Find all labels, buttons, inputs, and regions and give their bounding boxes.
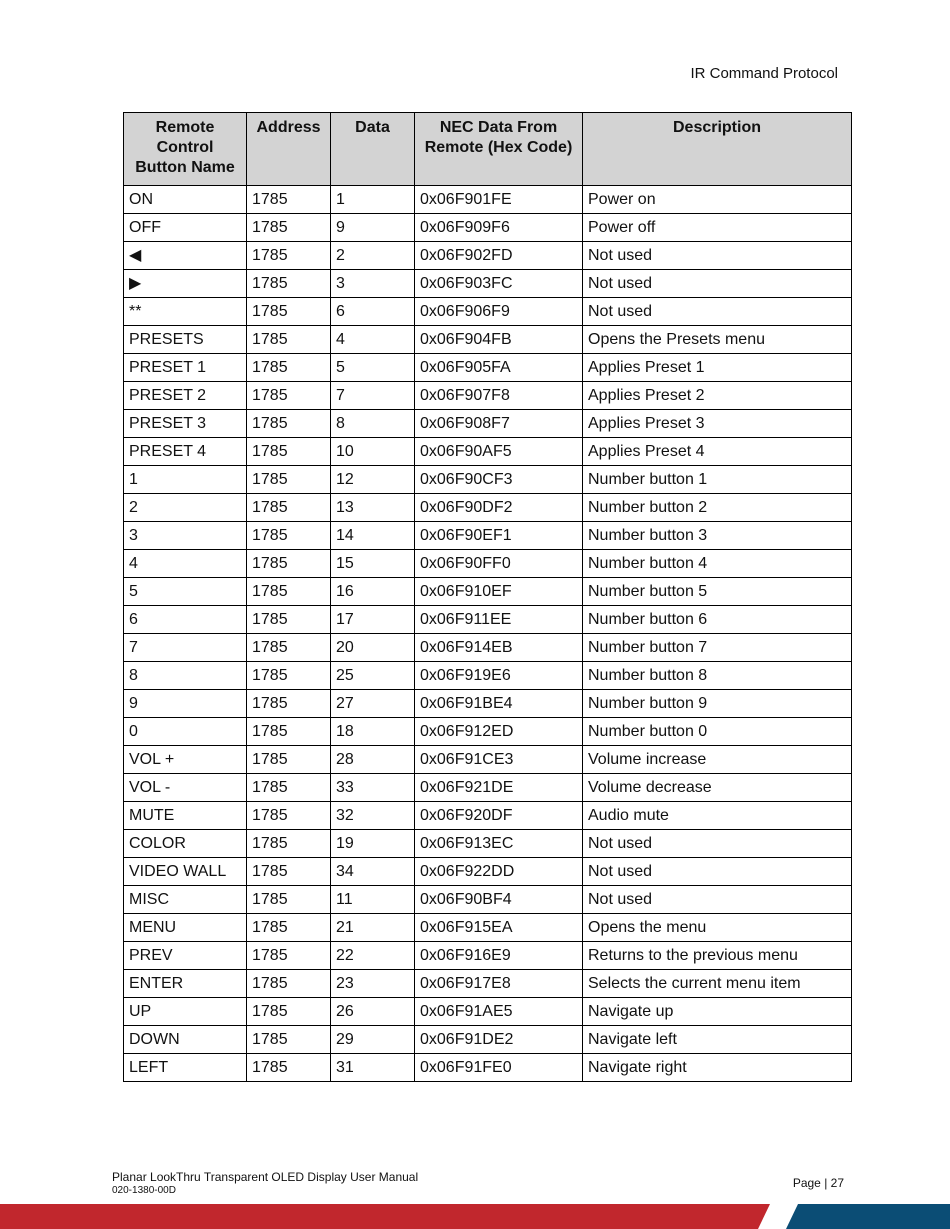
- data-cell: 29: [331, 1026, 415, 1054]
- column-header: Description: [583, 113, 852, 186]
- description-cell: Not used: [583, 242, 852, 270]
- ir-command-table: [123, 112, 852, 1082]
- address-cell: 1785: [247, 270, 331, 298]
- hex-code-cell: 0x06F91DE2: [415, 1026, 583, 1054]
- address-cell: 1785: [247, 466, 331, 494]
- table-row: [124, 214, 852, 242]
- table-row: [124, 494, 852, 522]
- data-cell: 15: [331, 550, 415, 578]
- table-row: [124, 186, 852, 214]
- data-cell: 21: [331, 914, 415, 942]
- column-header: NEC Data From Remote (Hex Code): [415, 113, 583, 186]
- description-cell: Applies Preset 4: [583, 438, 852, 466]
- address-cell: 1785: [247, 970, 331, 998]
- hex-code-cell: 0x06F907F8: [415, 382, 583, 410]
- hex-code-cell: 0x06F902FD: [415, 242, 583, 270]
- hex-code-cell: 0x06F909F6: [415, 214, 583, 242]
- table-row: [124, 270, 852, 298]
- table-row: [124, 522, 852, 550]
- data-cell: 7: [331, 382, 415, 410]
- hex-code-cell: 0x06F90EF1: [415, 522, 583, 550]
- hex-code-cell: 0x06F91AE5: [415, 998, 583, 1026]
- table-row: [124, 914, 852, 942]
- address-cell: 1785: [247, 522, 331, 550]
- address-cell: 1785: [247, 662, 331, 690]
- table-row: [124, 886, 852, 914]
- data-cell: 1: [331, 186, 415, 214]
- hex-code-cell: 0x06F915EA: [415, 914, 583, 942]
- button-name-cell: 8: [124, 662, 247, 690]
- description-cell: Opens the Presets menu: [583, 326, 852, 354]
- hex-code-cell: 0x06F911EE: [415, 606, 583, 634]
- button-name-cell: PREV: [124, 942, 247, 970]
- button-name-cell: PRESET 2: [124, 382, 247, 410]
- address-cell: 1785: [247, 606, 331, 634]
- button-name-cell: PRESET 4: [124, 438, 247, 466]
- description-cell: Number button 5: [583, 578, 852, 606]
- description-cell: Number button 8: [583, 662, 852, 690]
- hex-code-cell: 0x06F903FC: [415, 270, 583, 298]
- data-cell: 34: [331, 858, 415, 886]
- hex-code-cell: 0x06F905FA: [415, 354, 583, 382]
- hex-code-cell: 0x06F920DF: [415, 802, 583, 830]
- table-row: [124, 1026, 852, 1054]
- data-cell: 4: [331, 326, 415, 354]
- data-cell: 12: [331, 466, 415, 494]
- table-row: [124, 606, 852, 634]
- address-cell: 1785: [247, 886, 331, 914]
- button-name-cell: **: [124, 298, 247, 326]
- data-cell: 25: [331, 662, 415, 690]
- hex-code-cell: 0x06F913EC: [415, 830, 583, 858]
- table-row: [124, 746, 852, 774]
- description-cell: Number button 9: [583, 690, 852, 718]
- address-cell: 1785: [247, 438, 331, 466]
- data-cell: 11: [331, 886, 415, 914]
- address-cell: 1785: [247, 634, 331, 662]
- hex-code-cell: 0x06F910EF: [415, 578, 583, 606]
- button-name-cell: VIDEO WALL: [124, 858, 247, 886]
- button-name-cell: ◀: [124, 242, 247, 270]
- address-cell: 1785: [247, 998, 331, 1026]
- footer-manual-info: [112, 1170, 418, 1198]
- address-cell: 1785: [247, 186, 331, 214]
- button-name-cell: 5: [124, 578, 247, 606]
- description-cell: Number button 4: [583, 550, 852, 578]
- address-cell: 1785: [247, 550, 331, 578]
- column-header: Remote Control Button Name: [124, 113, 247, 186]
- button-name-cell: PRESET 1: [124, 354, 247, 382]
- address-cell: 1785: [247, 746, 331, 774]
- button-name-cell: PRESETS: [124, 326, 247, 354]
- description-cell: Not used: [583, 830, 852, 858]
- address-cell: 1785: [247, 690, 331, 718]
- table-row: [124, 830, 852, 858]
- page-header-title: IR Command Protocol: [690, 65, 838, 82]
- address-cell: 1785: [247, 858, 331, 886]
- description-cell: Not used: [583, 270, 852, 298]
- description-cell: Returns to the previous menu: [583, 942, 852, 970]
- table-row: [124, 354, 852, 382]
- hex-code-cell: 0x06F917E8: [415, 970, 583, 998]
- description-cell: Not used: [583, 886, 852, 914]
- data-cell: 18: [331, 718, 415, 746]
- address-cell: 1785: [247, 326, 331, 354]
- button-name-cell: MENU: [124, 914, 247, 942]
- data-cell: 32: [331, 802, 415, 830]
- hex-code-cell: 0x06F90BF4: [415, 886, 583, 914]
- hex-code-cell: 0x06F916E9: [415, 942, 583, 970]
- description-cell: Volume increase: [583, 746, 852, 774]
- hex-code-cell: 0x06F906F9: [415, 298, 583, 326]
- description-cell: Navigate left: [583, 1026, 852, 1054]
- address-cell: 1785: [247, 914, 331, 942]
- address-cell: 1785: [247, 410, 331, 438]
- data-cell: 20: [331, 634, 415, 662]
- data-cell: 9: [331, 214, 415, 242]
- hex-code-cell: 0x06F904FB: [415, 326, 583, 354]
- hex-code-cell: 0x06F90AF5: [415, 438, 583, 466]
- table-row: [124, 690, 852, 718]
- hex-code-cell: 0x06F90FF0: [415, 550, 583, 578]
- table-header-row: [124, 113, 852, 186]
- hex-code-cell: 0x06F921DE: [415, 774, 583, 802]
- description-cell: Navigate up: [583, 998, 852, 1026]
- button-name-cell: COLOR: [124, 830, 247, 858]
- button-name-cell: 4: [124, 550, 247, 578]
- table-row: [124, 998, 852, 1026]
- description-cell: Navigate right: [583, 1054, 852, 1082]
- button-name-cell: DOWN: [124, 1026, 247, 1054]
- description-cell: Not used: [583, 298, 852, 326]
- table-row: [124, 662, 852, 690]
- footer-brand-bar: [0, 1204, 950, 1229]
- description-cell: Number button 3: [583, 522, 852, 550]
- hex-code-cell: 0x06F91FE0: [415, 1054, 583, 1082]
- address-cell: 1785: [247, 494, 331, 522]
- description-cell: Applies Preset 2: [583, 382, 852, 410]
- footer-page-number: Page | 27: [792, 1176, 844, 1190]
- description-cell: Applies Preset 3: [583, 410, 852, 438]
- data-cell: 14: [331, 522, 415, 550]
- data-cell: 16: [331, 578, 415, 606]
- description-cell: Opens the menu: [583, 914, 852, 942]
- address-cell: 1785: [247, 1054, 331, 1082]
- data-cell: 26: [331, 998, 415, 1026]
- hex-code-cell: 0x06F91CE3: [415, 746, 583, 774]
- table-body: [124, 186, 852, 1082]
- table-row: [124, 942, 852, 970]
- table-row: [124, 438, 852, 466]
- address-cell: 1785: [247, 298, 331, 326]
- address-cell: 1785: [247, 718, 331, 746]
- address-cell: 1785: [247, 830, 331, 858]
- column-header: Address: [247, 113, 331, 186]
- footer-bar-blue: [773, 1204, 950, 1229]
- data-cell: 28: [331, 746, 415, 774]
- button-name-cell: ENTER: [124, 970, 247, 998]
- hex-code-cell: 0x06F908F7: [415, 410, 583, 438]
- button-name-cell: 7: [124, 634, 247, 662]
- data-cell: 19: [331, 830, 415, 858]
- table-row: [124, 242, 852, 270]
- table-row: [124, 970, 852, 998]
- address-cell: 1785: [247, 774, 331, 802]
- description-cell: Volume decrease: [583, 774, 852, 802]
- table-row: [124, 578, 852, 606]
- data-cell: 27: [331, 690, 415, 718]
- address-cell: 1785: [247, 578, 331, 606]
- hex-code-cell: 0x06F90DF2: [415, 494, 583, 522]
- column-header: Data: [331, 113, 415, 186]
- footer-bar-red: [0, 1204, 785, 1229]
- table-row: [124, 298, 852, 326]
- button-name-cell: PRESET 3: [124, 410, 247, 438]
- hex-code-cell: 0x06F919E6: [415, 662, 583, 690]
- button-name-cell: ON: [124, 186, 247, 214]
- description-cell: Number button 7: [583, 634, 852, 662]
- data-cell: 33: [331, 774, 415, 802]
- table-row: [124, 802, 852, 830]
- hex-code-cell: 0x06F91BE4: [415, 690, 583, 718]
- button-name-cell: VOL +: [124, 746, 247, 774]
- table-row: [124, 858, 852, 886]
- button-name-cell: OFF: [124, 214, 247, 242]
- address-cell: 1785: [247, 214, 331, 242]
- table-row: [124, 774, 852, 802]
- hex-code-cell: 0x06F90CF3: [415, 466, 583, 494]
- button-name-cell: VOL -: [124, 774, 247, 802]
- table-row: [124, 382, 852, 410]
- button-name-cell: LEFT: [124, 1054, 247, 1082]
- data-cell: 5: [331, 354, 415, 382]
- data-cell: 31: [331, 1054, 415, 1082]
- description-cell: Number button 6: [583, 606, 852, 634]
- description-cell: Power on: [583, 186, 852, 214]
- data-cell: 17: [331, 606, 415, 634]
- description-cell: Number button 0: [583, 718, 852, 746]
- address-cell: 1785: [247, 354, 331, 382]
- table-header: [124, 113, 852, 186]
- address-cell: 1785: [247, 242, 331, 270]
- data-cell: 3: [331, 270, 415, 298]
- description-cell: Power off: [583, 214, 852, 242]
- description-cell: Selects the current menu item: [583, 970, 852, 998]
- footer-doc-number: 020-1380-00D: [112, 1185, 176, 1196]
- button-name-cell: ▶: [124, 270, 247, 298]
- button-name-cell: 1: [124, 466, 247, 494]
- address-cell: 1785: [247, 382, 331, 410]
- table-row: [124, 410, 852, 438]
- address-cell: 1785: [247, 942, 331, 970]
- data-cell: 23: [331, 970, 415, 998]
- hex-code-cell: 0x06F901FE: [415, 186, 583, 214]
- data-cell: 2: [331, 242, 415, 270]
- description-cell: Number button 2: [583, 494, 852, 522]
- button-name-cell: 0: [124, 718, 247, 746]
- button-name-cell: MUTE: [124, 802, 247, 830]
- description-cell: Audio mute: [583, 802, 852, 830]
- button-name-cell: 3: [124, 522, 247, 550]
- data-cell: 13: [331, 494, 415, 522]
- table-row: [124, 550, 852, 578]
- data-cell: 10: [331, 438, 415, 466]
- data-cell: 8: [331, 410, 415, 438]
- table-row: [124, 718, 852, 746]
- description-cell: Not used: [583, 858, 852, 886]
- address-cell: 1785: [247, 802, 331, 830]
- button-name-cell: 9: [124, 690, 247, 718]
- description-cell: Applies Preset 1: [583, 354, 852, 382]
- hex-code-cell: 0x06F912ED: [415, 718, 583, 746]
- footer-manual-title: Planar LookThru Transparent OLED Display User Manual: [112, 1170, 419, 1184]
- button-name-cell: 2: [124, 494, 247, 522]
- data-cell: 6: [331, 298, 415, 326]
- address-cell: 1785: [247, 1026, 331, 1054]
- table-row: [124, 466, 852, 494]
- description-cell: Number button 1: [583, 466, 852, 494]
- button-name-cell: 6: [124, 606, 247, 634]
- button-name-cell: UP: [124, 998, 247, 1026]
- table-row: [124, 1054, 852, 1082]
- button-name-cell: MISC: [124, 886, 247, 914]
- table-row: [124, 634, 852, 662]
- table-row: [124, 326, 852, 354]
- hex-code-cell: 0x06F922DD: [415, 858, 583, 886]
- hex-code-cell: 0x06F914EB: [415, 634, 583, 662]
- data-cell: 22: [331, 942, 415, 970]
